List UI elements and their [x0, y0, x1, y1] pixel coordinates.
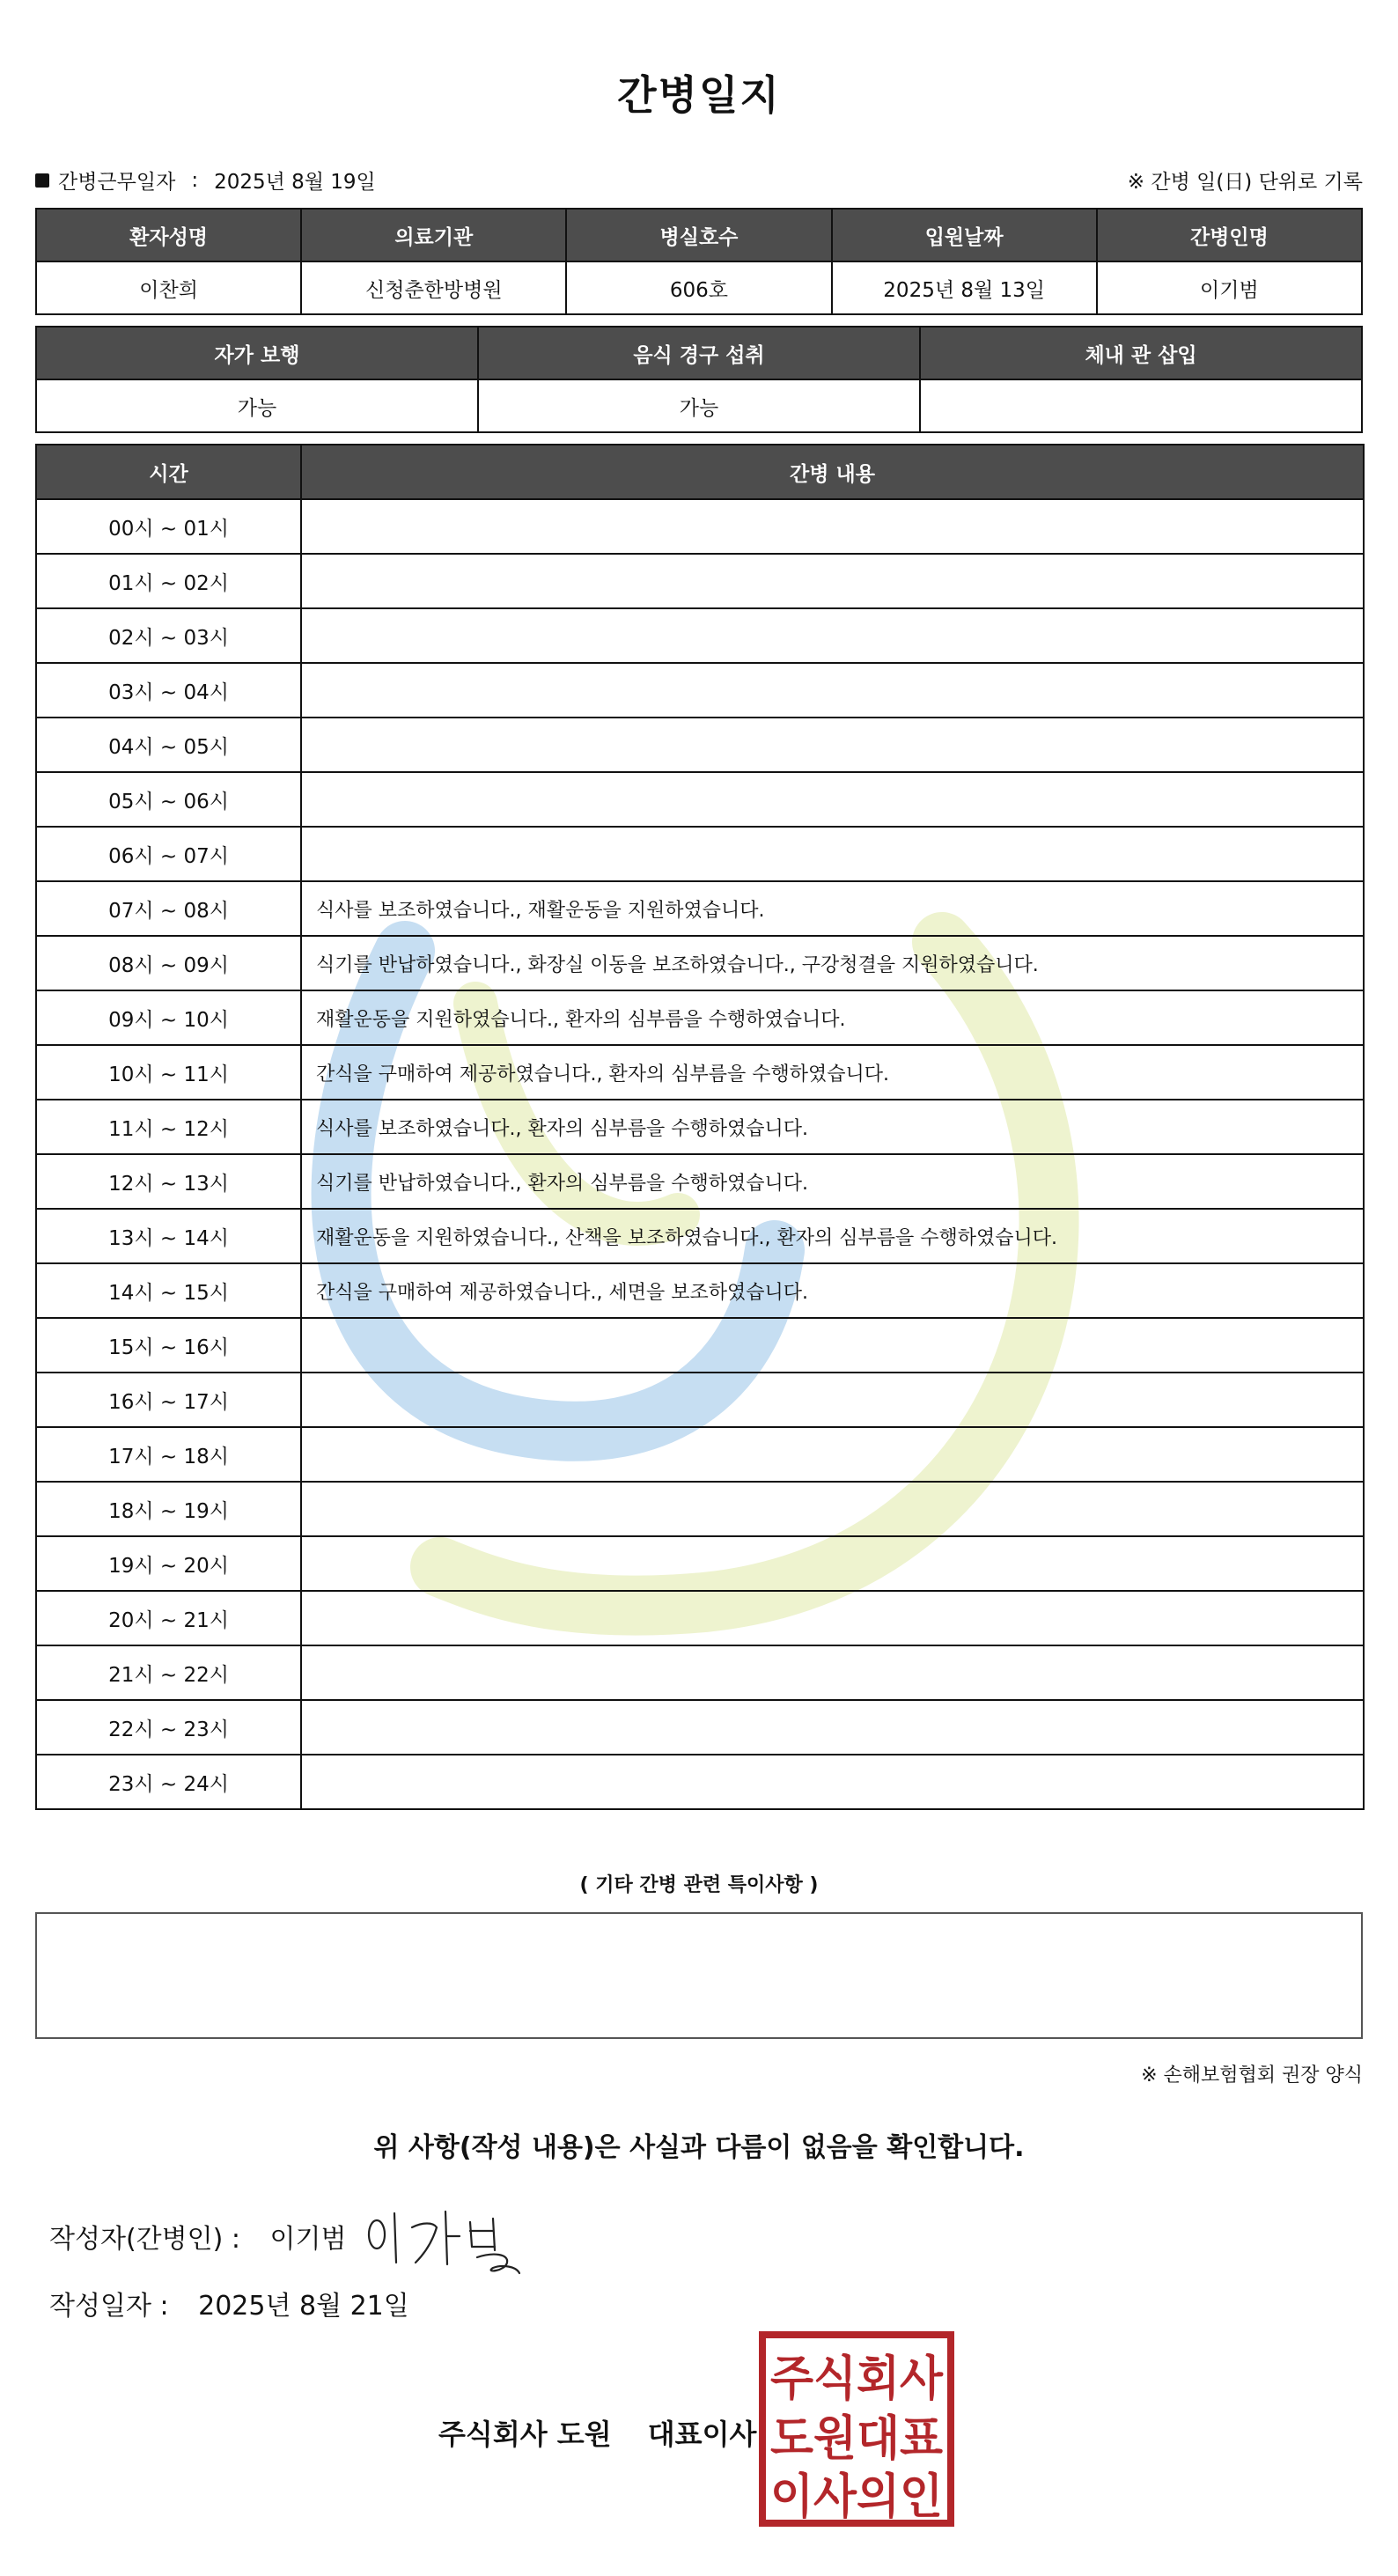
table-row [36, 990, 1364, 1045]
time-slot: 20시 ~ 21시 [36, 1591, 301, 1645]
handwritten-signature [361, 2201, 537, 2280]
care-content: 식사를 보조하였습니다., 재활운동을 지원하였습니다. [301, 881, 1364, 936]
time-slot: 09시 ~ 10시 [36, 990, 301, 1045]
notes-content [37, 1914, 1361, 1935]
care-content [301, 718, 1364, 772]
table-row [36, 1482, 1364, 1536]
table-row [36, 936, 1364, 990]
care-content [301, 499, 1364, 554]
care-content [301, 1373, 1364, 1427]
care-content [301, 554, 1364, 608]
care-content [301, 1536, 1364, 1591]
header-time: 시간 [36, 445, 301, 499]
table-row [36, 718, 1364, 772]
work-date-value: 2025년 8월 19일 [214, 171, 376, 194]
table-row [36, 1700, 1364, 1755]
document-title: 간병일지 [617, 71, 781, 119]
time-slot: 21시 ~ 22시 [36, 1645, 301, 1700]
table-row [36, 608, 1364, 663]
care-content: 식기를 반납하였습니다., 화장실 이동을 보조하였습니다., 구강청결을 지원하였습니다. [301, 936, 1364, 990]
svg-text:주식회사: 주식회사 [770, 2351, 944, 2406]
caregiver-name: 이기범 [1097, 261, 1362, 314]
oral-intake-value: 가능 [478, 379, 920, 432]
care-content [301, 1645, 1364, 1700]
time-slot: 22시 ~ 23시 [36, 1700, 301, 1755]
time-slot: 19시 ~ 20시 [36, 1536, 301, 1591]
care-content [301, 772, 1364, 827]
care-content: 간식을 구매하여 제공하였습니다., 세면을 보조하였습니다. [301, 1263, 1364, 1318]
care-content: 재활운동을 지원하였습니다., 환자의 심부름을 수행하였습니다. [301, 990, 1364, 1045]
time-slot: 13시 ~ 14시 [36, 1209, 301, 1263]
care-content [301, 663, 1364, 718]
care-content [301, 1482, 1364, 1536]
write-date-label: 작성일자 : [49, 2291, 169, 2322]
notes-title: ( 기타 간병 관련 특이사항 ) [579, 1874, 819, 1896]
time-slot: 15시 ~ 16시 [36, 1318, 301, 1373]
time-slot: 04시 ~ 05시 [36, 718, 301, 772]
care-schedule-table [35, 444, 1365, 1810]
care-content [301, 1591, 1364, 1645]
table-row [36, 1100, 1364, 1154]
time-slot: 00시 ~ 01시 [36, 499, 301, 554]
time-slot: 05시 ~ 06시 [36, 772, 301, 827]
writer-name: 이기범 [269, 2224, 347, 2255]
room-number: 606호 [566, 261, 831, 314]
care-content [301, 1755, 1364, 1809]
care-content: 간식을 구매하여 제공하였습니다., 환자의 심부름을 수행하였습니다. [301, 1045, 1364, 1100]
time-slot: 08시 ~ 09시 [36, 936, 301, 990]
care-content: 재활운동을 지원하였습니다., 산책을 보조하였습니다., 환자의 심부름을 수행하였습니다. [301, 1209, 1364, 1263]
company-role: 대표이사 [647, 2418, 757, 2451]
unit-note: ※ 간병 일(日) 단위로 기록 [1127, 171, 1363, 194]
time-slot: 17시 ~ 18시 [36, 1427, 301, 1482]
tube-value [920, 379, 1362, 432]
care-content [301, 1318, 1364, 1373]
table-row [36, 1318, 1364, 1373]
hospital-name: 신청춘한방병원 [301, 261, 566, 314]
care-content: 식기를 반납하였습니다., 환자의 심부름을 수행하였습니다. [301, 1154, 1364, 1209]
table-row [36, 1209, 1364, 1263]
table-row [36, 1154, 1364, 1209]
time-slot: 16시 ~ 17시 [36, 1373, 301, 1427]
header-caregiver-name: 간병인명 [1097, 209, 1362, 261]
header-oral-intake: 음식 경구 섭취 [478, 327, 920, 379]
header-patient-name: 환자성명 [36, 209, 301, 261]
header-tube: 체내 관 삽입 [920, 327, 1362, 379]
table-row [36, 1591, 1364, 1645]
header-room: 병실호수 [566, 209, 831, 261]
time-slot: 23시 ~ 24시 [36, 1755, 301, 1809]
time-slot: 12시 ~ 13시 [36, 1154, 301, 1209]
table-row [36, 1045, 1364, 1100]
care-content [301, 1700, 1364, 1755]
kidi-note: ※ 손해보험협회 권장 양식 [1141, 2064, 1363, 2087]
table-row [36, 1373, 1364, 1427]
time-slot: 03시 ~ 04시 [36, 663, 301, 718]
care-content [301, 1427, 1364, 1482]
write-date-value: 2025년 8월 21일 [198, 2291, 409, 2322]
patient-ability-table [35, 326, 1363, 433]
header-admission-date: 입원날짜 [832, 209, 1097, 261]
writer-line [49, 2217, 346, 2256]
time-slot: 14시 ~ 15시 [36, 1263, 301, 1318]
table-row [36, 772, 1364, 827]
table-row [36, 881, 1364, 936]
time-slot: 18시 ~ 19시 [36, 1482, 301, 1536]
svg-text:이사의인: 이사의인 [770, 2469, 943, 2524]
writer-label: 작성자(간병인) : [49, 2224, 240, 2255]
table-row [36, 499, 1364, 554]
header-walking: 자가 보행 [36, 327, 478, 379]
care-content [301, 827, 1364, 881]
time-slot: 10시 ~ 11시 [36, 1045, 301, 1100]
time-slot: 07시 ~ 08시 [36, 881, 301, 936]
table-row [36, 1263, 1364, 1318]
table-row [36, 663, 1364, 718]
confirmation-statement: 위 사항(작성 내용)은 사실과 다름이 없음을 확인합니다. [373, 2132, 1025, 2163]
time-slot: 02시 ~ 03시 [36, 608, 301, 663]
work-date-label: 간병근무일자 [58, 171, 176, 194]
header-hospital: 의료기관 [301, 209, 566, 261]
work-date-separator: : [191, 168, 199, 192]
company-line [438, 2412, 756, 2453]
work-date [35, 166, 376, 195]
patient-info-table [35, 208, 1363, 315]
care-content [301, 608, 1364, 663]
walking-value: 가능 [36, 379, 478, 432]
table-row [36, 1427, 1364, 1482]
table-row [36, 554, 1364, 608]
care-content: 식사를 보조하였습니다., 환자의 심부름을 수행하였습니다. [301, 1100, 1364, 1154]
header-care-content: 간병 내용 [301, 445, 1364, 499]
table-row [36, 827, 1364, 881]
patient-name: 이찬희 [36, 261, 301, 314]
time-slot: 01시 ~ 02시 [36, 554, 301, 608]
company-name: 주식회사 도원 [438, 2418, 612, 2451]
company-seal-stamp [759, 2331, 954, 2527]
table-row [36, 1536, 1364, 1591]
notes-box [35, 1912, 1363, 2039]
bullet-square-icon [35, 173, 49, 188]
table-row [36, 1755, 1364, 1809]
time-slot: 06시 ~ 07시 [36, 827, 301, 881]
svg-text:도원대표: 도원대표 [770, 2410, 943, 2466]
write-date-line [49, 2284, 409, 2322]
time-slot: 11시 ~ 12시 [36, 1100, 301, 1154]
table-row [36, 1645, 1364, 1700]
admission-date: 2025년 8월 13일 [832, 261, 1097, 314]
